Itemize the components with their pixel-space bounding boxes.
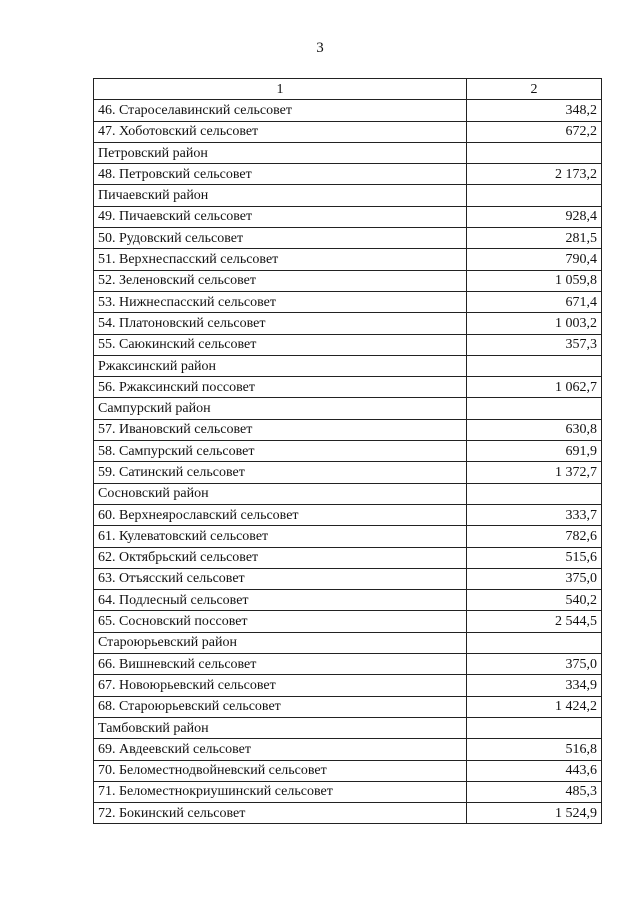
district-row: [94, 398, 602, 419]
settlement-value: 1 372,7: [467, 462, 602, 483]
settlement-value: 515,6: [467, 547, 602, 568]
table-row: [94, 526, 602, 547]
settlement-value: 540,2: [467, 590, 602, 611]
district-row: [94, 142, 602, 163]
settlement-value: 928,4: [467, 206, 602, 227]
district-name: Сампурский район: [94, 398, 467, 419]
table-header-row: [94, 79, 602, 100]
table-row: [94, 547, 602, 568]
settlement-name: 51. Верхнеспасский сельсовет: [94, 249, 467, 270]
table-row: [94, 377, 602, 398]
settlement-name: 66. Вишневский сельсовет: [94, 654, 467, 675]
table-row: [94, 291, 602, 312]
table-row: [94, 803, 602, 824]
settlement-name: 70. Беломестнодвойневский сельсовет: [94, 760, 467, 781]
data-table: [93, 78, 602, 824]
table-row: [94, 781, 602, 802]
table-row: [94, 568, 602, 589]
district-value: [467, 185, 602, 206]
settlement-name: 53. Нижнеспасский сельсовет: [94, 291, 467, 312]
settlement-name: 47. Хоботовский сельсовет: [94, 121, 467, 142]
settlement-value: 357,3: [467, 334, 602, 355]
settlement-value: 630,8: [467, 419, 602, 440]
district-row: [94, 355, 602, 376]
settlement-value: 1 524,9: [467, 803, 602, 824]
district-value: [467, 355, 602, 376]
settlement-name: 55. Саюкинский сельсовет: [94, 334, 467, 355]
district-name: Пичаевский район: [94, 185, 467, 206]
settlement-name: 71. Беломестнокриушинский сельсовет: [94, 781, 467, 802]
district-value: [467, 398, 602, 419]
table-row: [94, 121, 602, 142]
settlement-name: 65. Сосновский поссовет: [94, 611, 467, 632]
district-row: [94, 717, 602, 738]
district-name: Староюрьевский район: [94, 632, 467, 653]
settlement-value: 334,9: [467, 675, 602, 696]
settlement-name: 56. Ржаксинский поссовет: [94, 377, 467, 398]
settlement-value: 672,2: [467, 121, 602, 142]
settlement-value: 281,5: [467, 228, 602, 249]
district-row: [94, 483, 602, 504]
table-row: [94, 611, 602, 632]
table-row: [94, 504, 602, 525]
column-header-2: 2: [467, 79, 602, 100]
settlement-value: 375,0: [467, 654, 602, 675]
column-header-1: 1: [94, 79, 467, 100]
page-number: 3: [316, 40, 324, 56]
settlement-value: 1 003,2: [467, 313, 602, 334]
table-row: [94, 164, 602, 185]
settlement-name: 57. Ивановский сельсовет: [94, 419, 467, 440]
table-row: [94, 313, 602, 334]
district-value: [467, 717, 602, 738]
district-name: Сосновский район: [94, 483, 467, 504]
table-row: [94, 654, 602, 675]
settlement-value: 375,0: [467, 568, 602, 589]
district-row: [94, 632, 602, 653]
table-row: [94, 441, 602, 462]
district-value: [467, 632, 602, 653]
table-row: [94, 739, 602, 760]
table-row: [94, 270, 602, 291]
settlement-name: 67. Новоюрьевский сельсовет: [94, 675, 467, 696]
table-row: [94, 334, 602, 355]
settlement-value: 516,8: [467, 739, 602, 760]
settlement-name: 49. Пичаевский сельсовет: [94, 206, 467, 227]
table-row: [94, 249, 602, 270]
settlement-value: 1 059,8: [467, 270, 602, 291]
settlement-value: 691,9: [467, 441, 602, 462]
settlement-name: 50. Рудовский сельсовет: [94, 228, 467, 249]
settlement-name: 62. Октябрьский сельсовет: [94, 547, 467, 568]
settlement-value: 1 062,7: [467, 377, 602, 398]
settlement-name: 64. Подлесный сельсовет: [94, 590, 467, 611]
settlement-name: 46. Староселавинский сельсовет: [94, 100, 467, 121]
settlement-value: 348,2: [467, 100, 602, 121]
settlement-value: 671,4: [467, 291, 602, 312]
settlement-value: 333,7: [467, 504, 602, 525]
district-name: Петровский район: [94, 142, 467, 163]
table-row: [94, 675, 602, 696]
table-row: [94, 696, 602, 717]
table-row: [94, 419, 602, 440]
district-name: Тамбовский район: [94, 717, 467, 738]
settlement-value: 2 544,5: [467, 611, 602, 632]
settlement-name: 58. Сампурский сельсовет: [94, 441, 467, 462]
settlement-value: 790,4: [467, 249, 602, 270]
table-row: [94, 228, 602, 249]
settlement-value: 1 424,2: [467, 696, 602, 717]
settlement-name: 63. Отъясский сельсовет: [94, 568, 467, 589]
settlement-name: 61. Кулеватовский сельсовет: [94, 526, 467, 547]
table-row: [94, 100, 602, 121]
settlement-name: 72. Бокинский сельсовет: [94, 803, 467, 824]
district-name: Ржаксинский район: [94, 355, 467, 376]
settlement-name: 59. Сатинский сельсовет: [94, 462, 467, 483]
settlement-name: 69. Авдеевский сельсовет: [94, 739, 467, 760]
district-value: [467, 483, 602, 504]
table-row: [94, 590, 602, 611]
table-row: [94, 206, 602, 227]
settlement-name: 48. Петровский сельсовет: [94, 164, 467, 185]
settlement-value: 485,3: [467, 781, 602, 802]
settlement-name: 52. Зеленовский сельсовет: [94, 270, 467, 291]
settlement-name: 54. Платоновский сельсовет: [94, 313, 467, 334]
settlement-name: 68. Староюрьевский сельсовет: [94, 696, 467, 717]
table-row: [94, 760, 602, 781]
settlement-name: 60. Верхнеярославский сельсовет: [94, 504, 467, 525]
table-row: [94, 462, 602, 483]
settlement-value: 782,6: [467, 526, 602, 547]
settlement-value: 443,6: [467, 760, 602, 781]
district-value: [467, 142, 602, 163]
settlement-value: 2 173,2: [467, 164, 602, 185]
district-row: [94, 185, 602, 206]
